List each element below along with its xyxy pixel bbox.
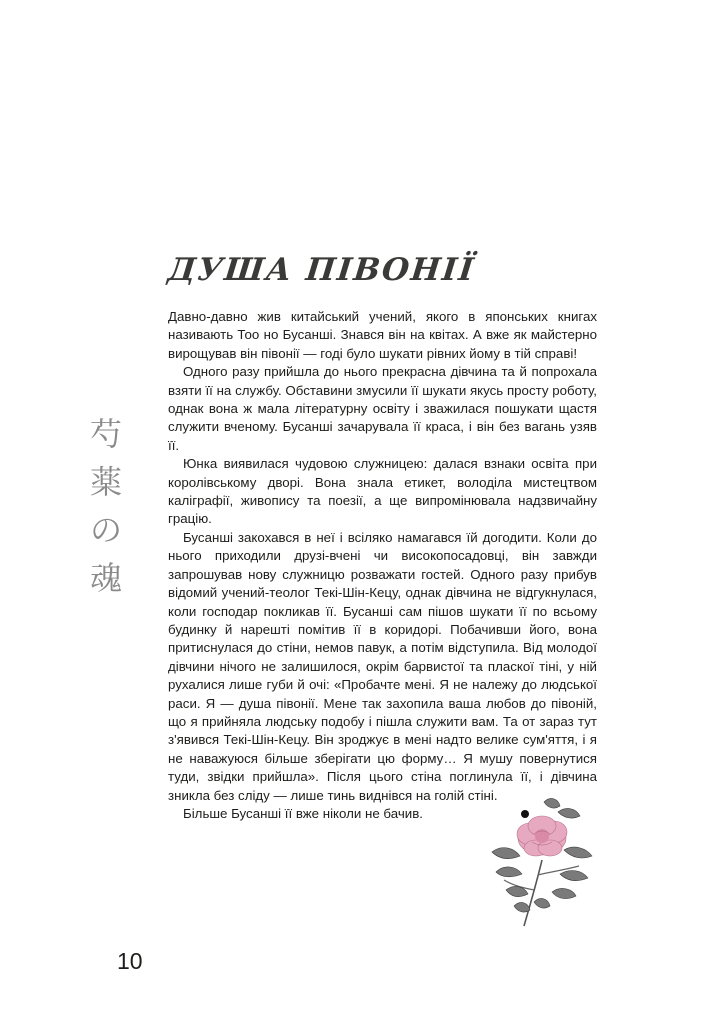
paragraph: Давно-давно жив китайський учений, якого в японських книгах називають Тоо но Бусанші. Знався він на квітах. А вже як майстерно вирощував він півонії — годі було шукати рівних йому в тій справі! <box>168 309 597 361</box>
peony-flower-icon <box>484 790 599 930</box>
page-number: 10 <box>117 948 143 974</box>
vertical-japanese-title <box>86 415 126 610</box>
side-glyph: 薬 <box>89 463 122 501</box>
paragraph: Бусанші закохався в неї і всіляко намагався їй догодити. Коли до нього приходили друзі-вчені чи високопосадовці, він завжди запрошував нову служницю розважати гостей. Одного разу прибув відомий учений-теолог Текі-Шін-Кецу, однак дівчина не відгукнулася, коли господар покликав її. Бусанші сам пішов шукати її по всьому будинку й нарешті помітив її в коридорі. Побачивши його, вона притиснулася до стіни, немов павук, а потім відступила. Від молодої дівчини нічого не залишилося, окрім барвистої та пласкої тіні, у ній рухалися лише губи й очі: «Пробачте мені. Я не належу до людської раси. Я — душа півонії. Мене так захопила ваша любов до півоній, що я прийняла людську подобу і пішла служити вам. Та от зараз тут з'явився Текі-Шін-Кецу. Він зроджує в мені надто велике сум'яття, і я не наважуюся більше зберігати цю форму… Я мушу повернутися туди, звідки прийшла». Після цього стіна поглинула її, і дівчина зникла без сліду — лише тинь виднівся на голій стіні. <box>168 529 597 803</box>
chapter-title: ДУША ПІВОНІЇ <box>166 252 478 288</box>
paragraph: Юнка виявилася чудовою служницею: далася взнаки освіта при королівському дворі. Вона знала етикет, володіла мистецтвом каліграфії, живопису та поезії, а ще випромінювала надзвичайну грацію. <box>168 456 597 527</box>
paragraph: Більше Бусанші її вже ніколи не бачив. <box>183 805 423 821</box>
side-glyph: 魂 <box>89 559 122 597</box>
story-text <box>168 308 597 823</box>
side-glyph: の <box>89 511 122 549</box>
side-glyph: 芍 <box>89 415 122 453</box>
paragraph: Одного разу прийшла до нього прекрасна дівчина та й попрохала взяти її на службу. Обставини змусили її шукати якусь просту роботу, однак вона ж мала літературну освіту і зважилася пошукати щастя служити вченому. Бусанші зачарувала її краса, і він без вагань узяв її. <box>168 364 597 453</box>
